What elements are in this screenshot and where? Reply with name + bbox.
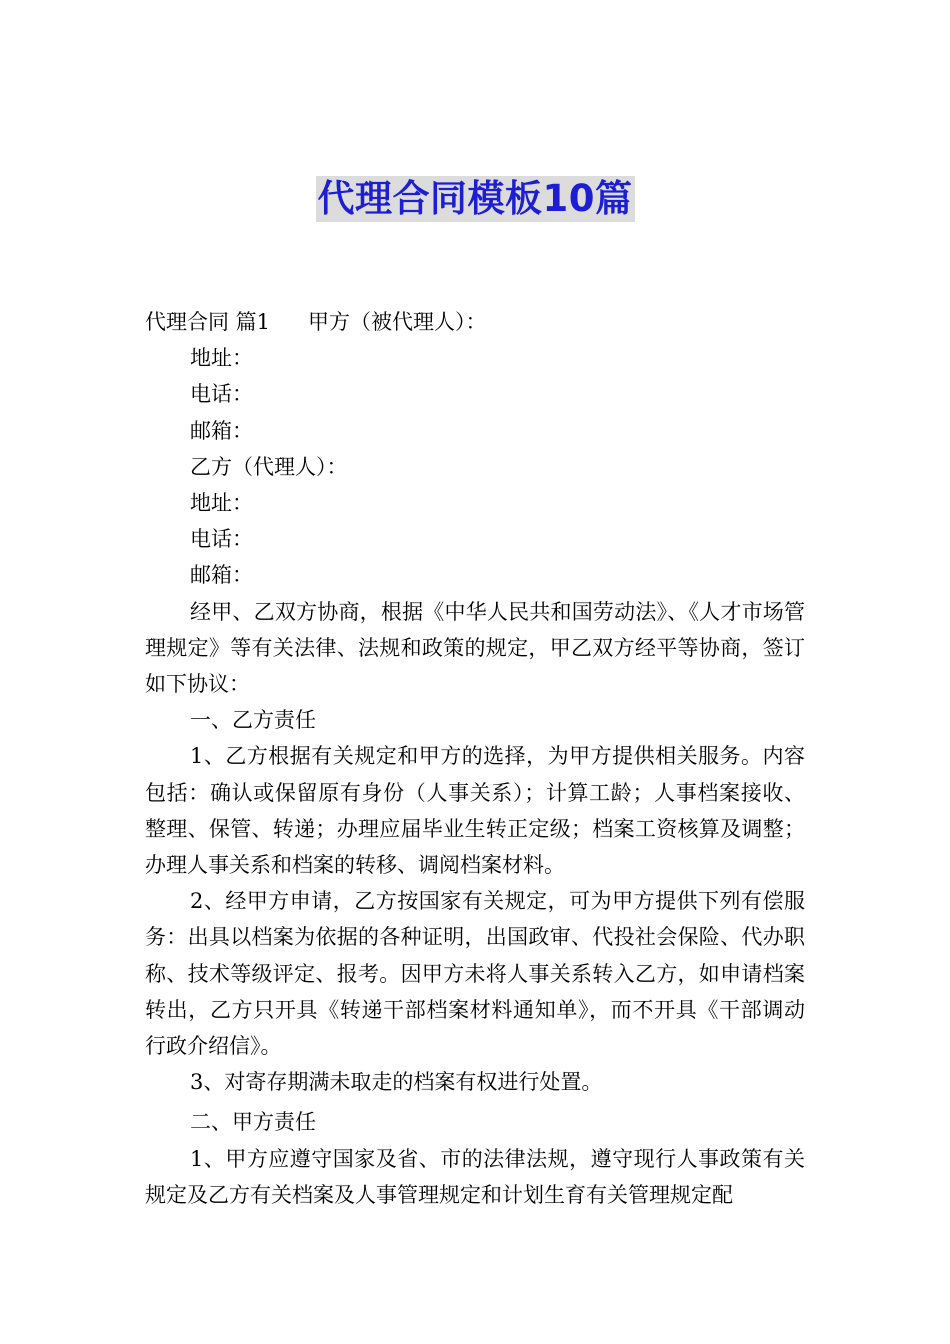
section-two-item: 1、甲方应遵守国家及省、市的法律法规，遵守现行人事政策有关规定及乙方有关档案及人事管理规定和计划生育有关管理规定配 xyxy=(145,1146,805,1207)
first-line xyxy=(145,304,805,340)
party-a-email: 邮箱： xyxy=(190,418,253,443)
document-body xyxy=(145,304,805,1213)
section-one-item: 3、对寄存期满未取走的档案有权进行处置。 xyxy=(190,1070,603,1095)
party-b-label: 乙方（代理人）： xyxy=(190,454,348,479)
section-two-heading: 二、甲方责任 xyxy=(190,1110,316,1135)
intro-paragraph: 经甲、乙双方协商，根据《中华人民共和国劳动法》、《人才市场管理规定》等有关法律、法规和政策的规定，甲乙双方经平等协商，签订如下协议： xyxy=(145,599,805,696)
party-a-label: 甲方（被代理人）： xyxy=(308,310,487,334)
document-title: 代理合同模板10篇 xyxy=(317,177,633,220)
title-container xyxy=(0,176,950,222)
section-one-item: 1、乙方根据有关规定和甲方的选择，为甲方提供相关服务。内容包括：确认或保留原有身份（人事关系）；计算工龄；人事档案接收、整理、保管、转递；办理应届毕业生转正定级；档案工资核算及调整；办理人事关系和档案的转移、调阅档案材料。 xyxy=(145,744,805,877)
contract-heading: 代理合同 篇1 xyxy=(145,310,271,334)
section-one-item: 2、经甲方申请，乙方按国家有关规定，可为甲方提供下列有偿服务：出具以档案为依据的各种证明，出国政审、代投社会保险、代办职称、技术等级评定、报考。因甲方未将人事关系转入乙方，如申请档案转出，乙方只开具《转递干部档案材料通知单》，而不开具《干部调动行政介绍信》。 xyxy=(145,889,805,1058)
party-b-address: 地址： xyxy=(190,490,253,515)
party-a-address: 地址： xyxy=(190,346,253,371)
party-b-phone: 电话： xyxy=(190,527,253,552)
party-a-phone: 电话： xyxy=(190,382,253,407)
section-one-heading: 一、乙方责任 xyxy=(190,708,316,733)
party-b-email: 邮箱： xyxy=(190,563,253,588)
